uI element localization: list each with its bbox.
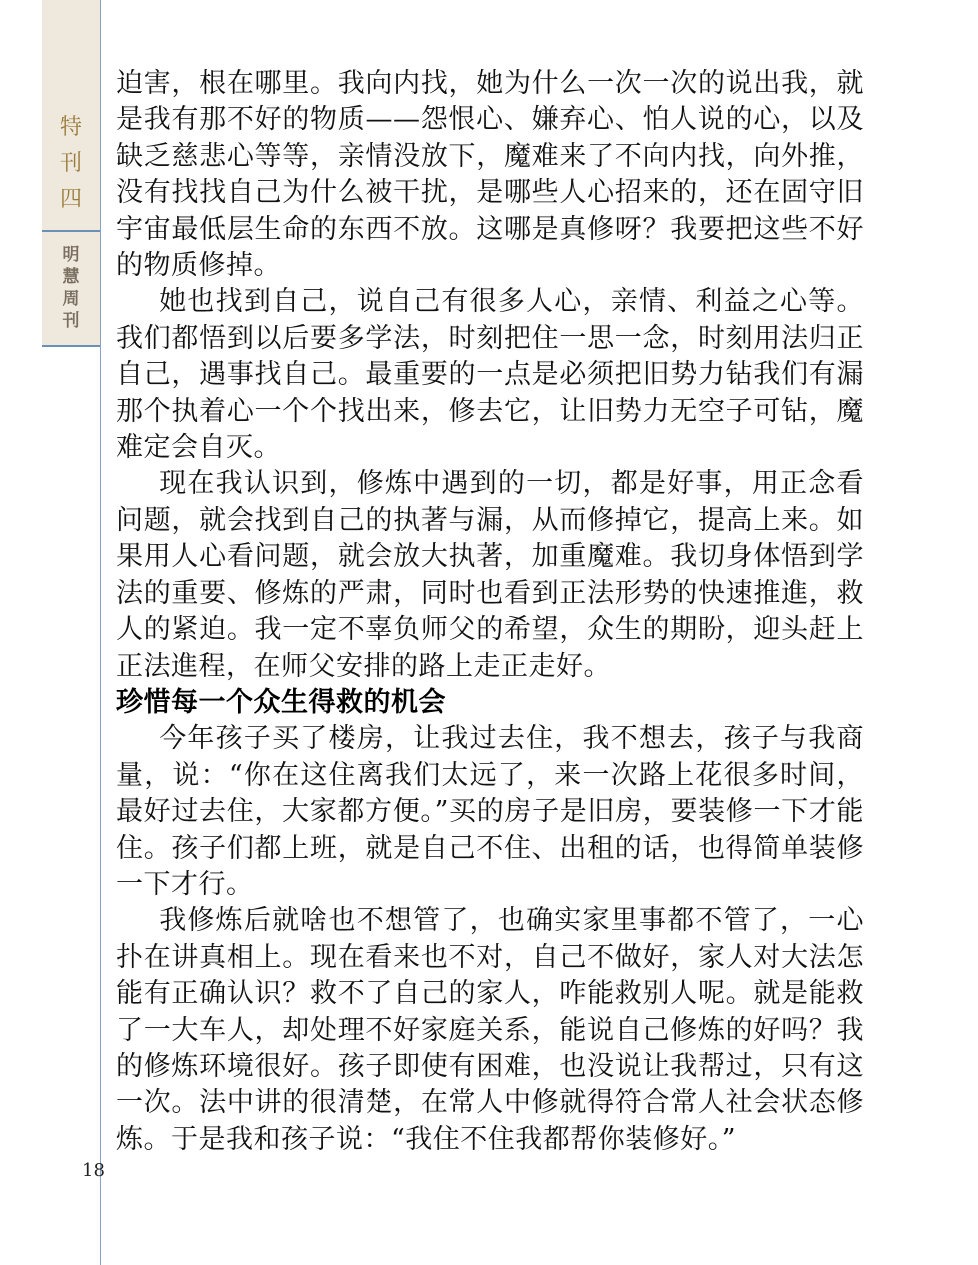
margin-rule (100, 0, 101, 1265)
paragraph: 我修炼后就啥也不想管了，也确实家里事都不管了，一心扑在讲真相上。现在看来也不对，自己不做好，家人对大法怎能有正确认识？救不了自己的家人，咋能救别人呢。就是能救了一大车人，却处理不好家庭关系，能说自己修炼的好吗？我的修炼环境很好。孩子即使有困难，也没说让我帮过，只有这一次。法中讲的很清楚，在常人中修就得符合常人社会状态修炼。于是我和孩子说：“我住不住我都帮你装修好。” (116, 905, 864, 1155)
brand-char: 明 (62, 245, 80, 265)
sidebar-divider (42, 230, 100, 232)
paragraph: 迫害，根在哪里。我向内找，她为什么一次一次的说出我，就是我有那不好的物质——怨恨心、嫌弃心、怕人说的心，以及缺乏慈悲心等等，亲情没放下，魔难来了不向内找，向外推，没有找找自己为什么被干扰，是哪些人心招来的，还在固守旧宇宙最低层生命的东西不放。这哪是真修呀？我要把这些不好的物质修掉。 (116, 68, 864, 282)
paragraph: 现在我认识到，修炼中遇到的一切，都是好事，用正念看问题，就会找到自己的执著与漏，从而修掉它，提高上来。如果用人心看问题，就会放大执著，加重魔难。我切身体悟到学法的重要、修炼的严肃，同时也看到正法形势的快速推進，救人的紧迫。我一定不辜负师父的希望，众生的期盼，迎头赶上正法進程，在师父安排的路上走正走好。 (116, 468, 864, 682)
paragraph: 今年孩子买了楼房，让我过去住，我不想去，孩子与我商量，说：“你在这住离我们太远了，来一次路上花很多时间，最好过去住，大家都方便。”买的房子是旧房，要装修一下才能住。孩子们都上班，就是自己不住、出租的话，也得简单装修一下才行。 (116, 723, 864, 900)
issue-label (42, 110, 100, 218)
section-heading: 珍惜每一个众生得救的机会 (116, 686, 446, 718)
issue-char: 特 (59, 115, 82, 140)
article-body (116, 66, 864, 1158)
issue-char: 四 (59, 187, 82, 212)
publication-label (42, 244, 100, 332)
page-number: 18 (82, 1160, 105, 1181)
issue-char: 刊 (59, 151, 82, 176)
brand-char: 刊 (62, 311, 80, 331)
paragraph: 她也找到自己，说自己有很多人心，亲情、利益之心等。我们都悟到以后要多学法，时刻把住一思一念，时刻用法归正自己，遇事找自己。最重要的一点是必须把旧势力钻我们有漏那个执着心一个个找出来，修去它，让旧势力无空子可钻，魔难定会自灭。 (116, 286, 864, 464)
brand-char: 周 (62, 289, 80, 309)
brand-char: 慧 (62, 267, 80, 287)
